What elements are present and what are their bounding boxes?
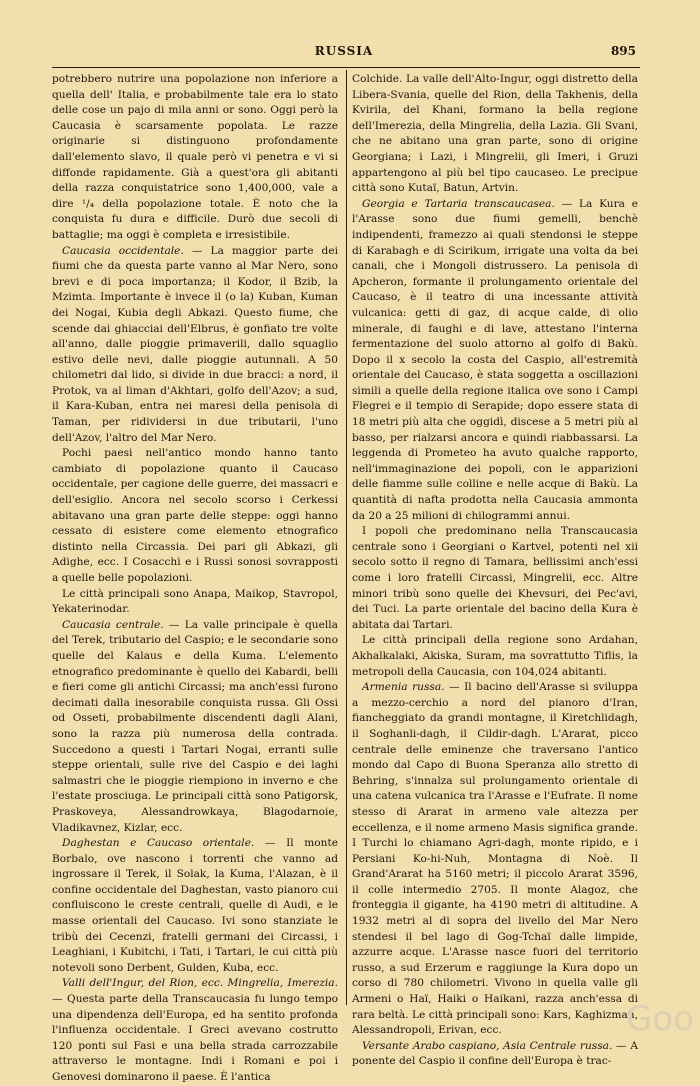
section-title: RUSSIA: [314, 44, 374, 58]
left-column: [52, 72, 338, 1086]
column-divider: [346, 70, 347, 1005]
paragraph-text: — Questa parte della Transcaucasia fu lungo tempo una dipendenza dell'Europa, ed ha sentito profonda l'influenza occidentale. I Greci avevano costrutto 120 ponti sul Fasi e una bella strada carrozzabile attraverso le montagne. Indi i Romani e poi i Genovesi dominarono il paese. È l'antica: [52, 993, 338, 1083]
paragraph: [52, 446, 338, 586]
paragraph: [352, 633, 638, 680]
paragraph: [52, 72, 338, 244]
section-heading: Daghestan e Caucaso orientale.: [62, 837, 255, 850]
paragraph-text: Pochi paesi nell'antico mondo hanno tanto cambiato di popolazione quanto il Caucaso occidentale, per cagione delle guerre, dei massacri e dell'esiglio. Ancora nel secolo scorso i Cerkessi abitavano una gran parte delle steppe: oggi hanno cessato di esistere come elemento etnografico distinto nella Circassia. Dei pari gli Abkazi, gli Adighe, ecc. I Cosacchi e i Russi sonosi sovrapposti a quelle belle popolazioni.: [52, 447, 338, 584]
paragraph: [52, 244, 338, 447]
section-heading: Caucasia centrale.: [62, 618, 164, 631]
paragraph-text: — La Kura e l'Arasse sono due fiumi gemelli, benchè indipendenti, framezzo ai quali stendonsi le steppe di Karabagh e di Scirikum, irrigate una volta da bei canali, che i Mongoli distrussero. La penisola di Apcheron, formante il prolungamento orientale del Caucaso, è il teatro di una incessante attività vulcanica: getti di gaz, di acque calde, di olio minerale, di faughi e di lave, attestano l'interna fermentazione del suolo attorno al golfo di Bakù. Dopo il x secolo la costa del Caspio, all'estremità orientale del Caucaso, è stata soggetta a oscillazioni simili a quelle della regione italica ove sono i Campi Flegrei e il tempio di Serapide; dopo essere stata di 18 metri più alta che oggidì, discese a 5 metri più al basso, per rialzarsi ancora e quindi riabbassarsi. La leggenda di Prometeo ha avuto qualche rapporto, nell'immaginazione dei popoli, con le apparizioni delle fiamme sulle colline e nelle acque di Bakù. La quantità di nafta prodotta nella Caucasia ammonta da 20 a 25 milioni di chilogrammi annui.: [352, 197, 638, 522]
section-heading: Versante Arabo caspiano, Asia Centrale russa.: [362, 1039, 613, 1052]
paragraph: [352, 680, 638, 1039]
paragraph-text: Colchide. La valle dell'Alto-Ingur, oggi distretto della Libera-Svania, quelle del Rion, della Takhenis, della Kvirila, del Khani, formano la bella regione dell'Imerezia, della Mingrelia, della Lazia. Gli Svani, che ne abitano una gran parte, sono di origine Georgiana; i Lazi, i Mingrelii, gli Imeri, i Gruzi appartengono al più bel tipo caucaseo. Le precipue città sono Kutaï, Batun, Artvin.: [352, 73, 638, 195]
header-rule: [52, 67, 640, 68]
paragraph-text: — La maggior parte dei fiumi che da questa parte vanno al Mar Nero, sono brevi e di poca importanza; il Kodor, il Bzib, la Mzimta. Importante è invece il (o la) Kuban, Kuman dei Nogai, Kubia degli Abkazi. Questo fiume, che scende dai ghiacciai dell'Elbrus, è gonfiato tre volte all'anno, dalle pioggie primaverili, dallo squaglio estivo delle nevi, dalle pioggie autunnali. A 50 chilometri dal lido, si divide in due bracci: a nord, il Protok, va al liman d'Akhtari, golfo dell'Azov; a sud, il Kara-Kuban, entra nei maresi della penisola di Taman, per ridividersi in due tributarii, l'uno dell'Azov, l'altro del Mar Nero.: [52, 244, 338, 444]
paragraph-text: — La valle principale è quella del Terek, tributario del Caspio; e le secondarie sono quelle del Kalaus e della Kuma. L'elemento etnografico predominante è quello dei Kabardi, belli e fieri come gli antichi Circassi; ma anch'essi furono decimati dalla inesorabile conquista russa. Gli Ossi od Osseti, probabilmente discendenti dagli Alani, sono la razza più numerosa della contrada. Succedono a questi i Tartari Nogai, erranti sulle steppe orientali, sulle rive del Caspio e dei laghi salmastri che le pioggie riempiono in inverno e che l'estate prosciuga. Le principali città sono Patigorsk, Praskoveya, Alessandrowkaya, Blagodarnoie, Vladikavnez, Kizlar, ecc.: [52, 618, 338, 834]
paragraph-text: Le città principali sono Anapa, Maikop, Stavropol, Yekaterinodar.: [52, 587, 338, 616]
paragraph: [52, 976, 338, 1085]
paragraph: [352, 197, 638, 524]
watermark-logo: Goo: [626, 999, 694, 1039]
paragraph-text: potrebbero nutrire una popolazione non inferiore a quella dell' Italia, e probabilmente tale era lo stato delle cose un pajo di mila anni or sono. Oggi però la Caucasia è scarsamente popolata. Le razze originarie si distinguono profondamente dall'elemento slavo, il quale però vi penetra e vi si diffonde rapidamente. Già a quest'ora gli abitanti della razza conquistatrice sono 1,400,000, vale a dire ¹/₄ della popolazione totale. È noto che la conquista fu dura e difficile. Durò due secoli di battaglie; ma oggi è completa e irresistibile.: [52, 73, 338, 241]
paragraph: [352, 1039, 638, 1070]
paragraph: [52, 836, 338, 976]
paragraph: [352, 524, 638, 633]
paragraph-text: I popoli che predominano nella Transcaucasia centrale sono i Georgiani o Kartvel, potenti nel xii secolo sotto il regno di Tamara, bellissimi anch'essi come i loro fratelli Circassi, Mingrelii, ecc. Altre minori tribù sono quelle dei Khevsuri, dei Pec'avi, dei Tuci. La parte orientale del bacino della Kura è abitata dai Tartari.: [352, 525, 638, 631]
section-heading: Caucasia occidentale.: [62, 244, 184, 257]
paragraph-text: — Il monte Borbalo, ove nascono i torrenti che vanno ad ingrossare il Terek, il Solak, la Kuma, l'Alazan, è il confine occidentale del Daghestan, vasto pianoro cui confluiscono le creste centrali, quelle di Audi, e le masse orientali del Caucaso. Ivi sono stanziate le tribù dei Cecenzi, fratelli germani dei Circassi, i Leaghiani, i Kubitchi, i Tati, i Tartari, le cui città più notevoli sono Derbent, Gulden, Kuba, ecc.: [52, 837, 339, 974]
page-number: 895: [610, 44, 636, 58]
section-heading: Armenia russa.: [362, 681, 445, 694]
right-column: [352, 72, 638, 1070]
section-heading: Valli dell'Ingur, del Rion, ecc. Mingrelia, Imerezia.: [62, 977, 338, 990]
paragraph: [52, 587, 338, 618]
paragraph-text: — A ponente del Caspio il confine dell'Europa è trac-: [352, 1039, 638, 1068]
paragraph-text: Le città principali della regione sono Ardahan, Akhalkalaki, Akiska, Suram, ma sovrattutto Tiflis, la metropoli della Caucasia, con 104,024 abitanti.: [352, 634, 638, 678]
running-header: [52, 44, 636, 66]
paragraph-text: — Il bacino dell'Arasse si sviluppa a mezzo-cerchio a nord del pianoro d'Iran, fiancheggiato da grandi montagne, il Kiretchlidagh, il Soghanli-dagh, il Cildir-dagh. L'Ararat, picco centrale delle eminenze che traversano l'antico mondo dal Capo di Buona Speranza allo stretto di Behring, s'innalza sul prolungamento orientale di una catena vulcanica tra l'Arasse e l'Eufrate. Il nome stesso di Ararat in armeno vale altezza per eccellenza, e il nome armeno Masis significa grande. I Turchi lo chiamano Agri-dagh, monte ripido, e i Persiani Ko-hi-Nuh, Montagna di Noè. Il Grand'Ararat ha 5160 metri; il piccolo Ararat 3596, il colle intermedio 2705. Il monte Alagoz, che fronteggia il gigante, ha 4190 metri di altitudine. A 1932 metri al di sopra del livello del Mar Nero stendesi il bel lago di Gog-Tchaï dalle limpide, azzurre acque. L'Arasse nasce fuori del territorio russo, a sud Erzerum e raggiunge la Kura dopo un corso di 780 chilometri. Vivono in quella valle gli Armeni o Haï, Haiki o Haikani, razza anch'essa di rara beltà. Le città principali sono: Kars, Kaghizman, Alessandropoli, Erivan, ecc.: [352, 681, 638, 1037]
paragraph: [352, 72, 638, 197]
paragraph: [52, 618, 338, 836]
section-heading: Georgia e Tartaria transcaucasea.: [362, 197, 555, 210]
